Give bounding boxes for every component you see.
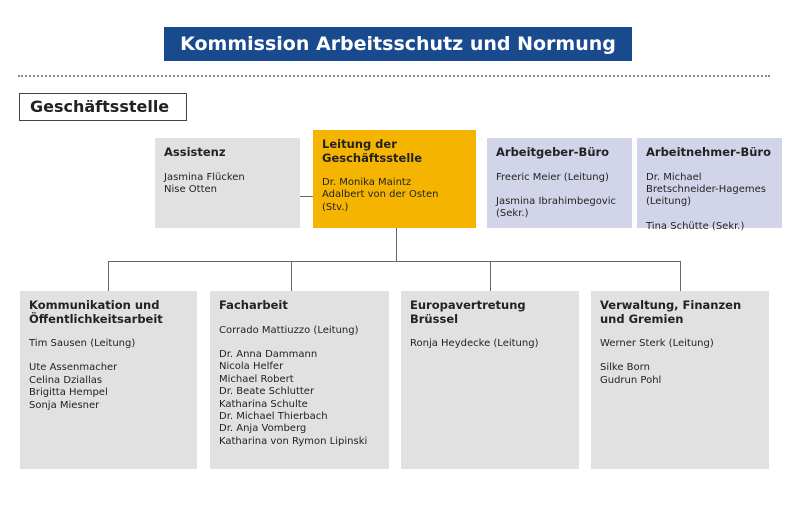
member: Katharina Schulte bbox=[219, 398, 308, 410]
connector-horizontal bbox=[108, 261, 680, 262]
member: Tim Sausen (Leitung) bbox=[29, 338, 136, 349]
box-heading: Arbeitgeber-Büro bbox=[496, 145, 610, 159]
connector-facharbeit bbox=[291, 261, 292, 291]
member: Dr. Anna Dammann bbox=[219, 348, 318, 360]
connector-assistenz bbox=[300, 196, 313, 197]
member: Jasmina Ibrahimbegovic (Sekr.) bbox=[496, 195, 617, 220]
assistenz-box bbox=[155, 138, 300, 228]
member: Dr. Michael Thierbach bbox=[219, 410, 328, 422]
member: Jasmina Flücken bbox=[164, 171, 245, 183]
arbeitnehmer-box bbox=[637, 138, 782, 232]
connector-europa bbox=[490, 261, 491, 291]
box-heading: Verwaltung, Finanzen und Gremien bbox=[600, 298, 742, 326]
box-heading: Leitung der Geschäftsstelle bbox=[322, 137, 423, 165]
member: Adalbert von der Osten (Stv.) bbox=[322, 189, 439, 213]
box-heading: Europavertretung Brüssel bbox=[410, 298, 526, 326]
member: Dr. Monika Maintz bbox=[322, 177, 412, 188]
member: Werner Sterk (Leitung) bbox=[600, 338, 714, 349]
facharbeit-box bbox=[210, 291, 389, 469]
connector-verwaltung bbox=[680, 261, 681, 291]
member: Celina Dziallas bbox=[29, 374, 103, 386]
member: Michael Robert bbox=[219, 373, 294, 385]
box-heading: Kommunikation und Öffentlichkeitsarbeit bbox=[29, 298, 163, 326]
member: Freeric Meier (Leitung) bbox=[496, 171, 609, 183]
member: Silke Born bbox=[600, 362, 650, 374]
box-heading: Facharbeit bbox=[219, 298, 288, 312]
page-title: Kommission Arbeitsschutz und Normung bbox=[164, 27, 632, 61]
connector-kommunikation bbox=[108, 261, 109, 291]
member: Dr. Michael Bretschneider-Hagemes (Leitung) bbox=[646, 171, 766, 208]
kommunikation-box bbox=[20, 291, 197, 469]
member: Gudrun Pohl bbox=[600, 374, 662, 386]
arbeitgeber-box bbox=[487, 138, 632, 228]
member: Dr. Beate Schlutter bbox=[219, 386, 315, 398]
box-heading: Arbeitnehmer-Büro bbox=[646, 145, 771, 159]
member: Katharina von Rymon Lipinski bbox=[219, 435, 368, 447]
member: Tina Schütte (Sekr.) bbox=[646, 220, 745, 232]
connector-leitung-down bbox=[396, 228, 397, 262]
member: Brigitta Hempel bbox=[29, 387, 108, 399]
member: Ute Assenmacher bbox=[29, 362, 118, 374]
member: Corrado Mattiuzzo (Leitung) bbox=[219, 324, 359, 336]
section-label: Geschäftsstelle bbox=[19, 93, 187, 121]
member: Nicola Helfer bbox=[219, 361, 284, 373]
member: Nise Otten bbox=[164, 183, 218, 195]
divider bbox=[18, 75, 770, 77]
leitung-box bbox=[313, 130, 476, 228]
verwaltung-box bbox=[591, 291, 769, 469]
member: Dr. Anja Vomberg bbox=[219, 423, 307, 435]
member: Ronja Heydecke (Leitung) bbox=[410, 338, 539, 349]
member: Sonja Miesner bbox=[29, 399, 100, 411]
europa-box bbox=[401, 291, 579, 469]
box-heading: Assistenz bbox=[164, 145, 226, 159]
